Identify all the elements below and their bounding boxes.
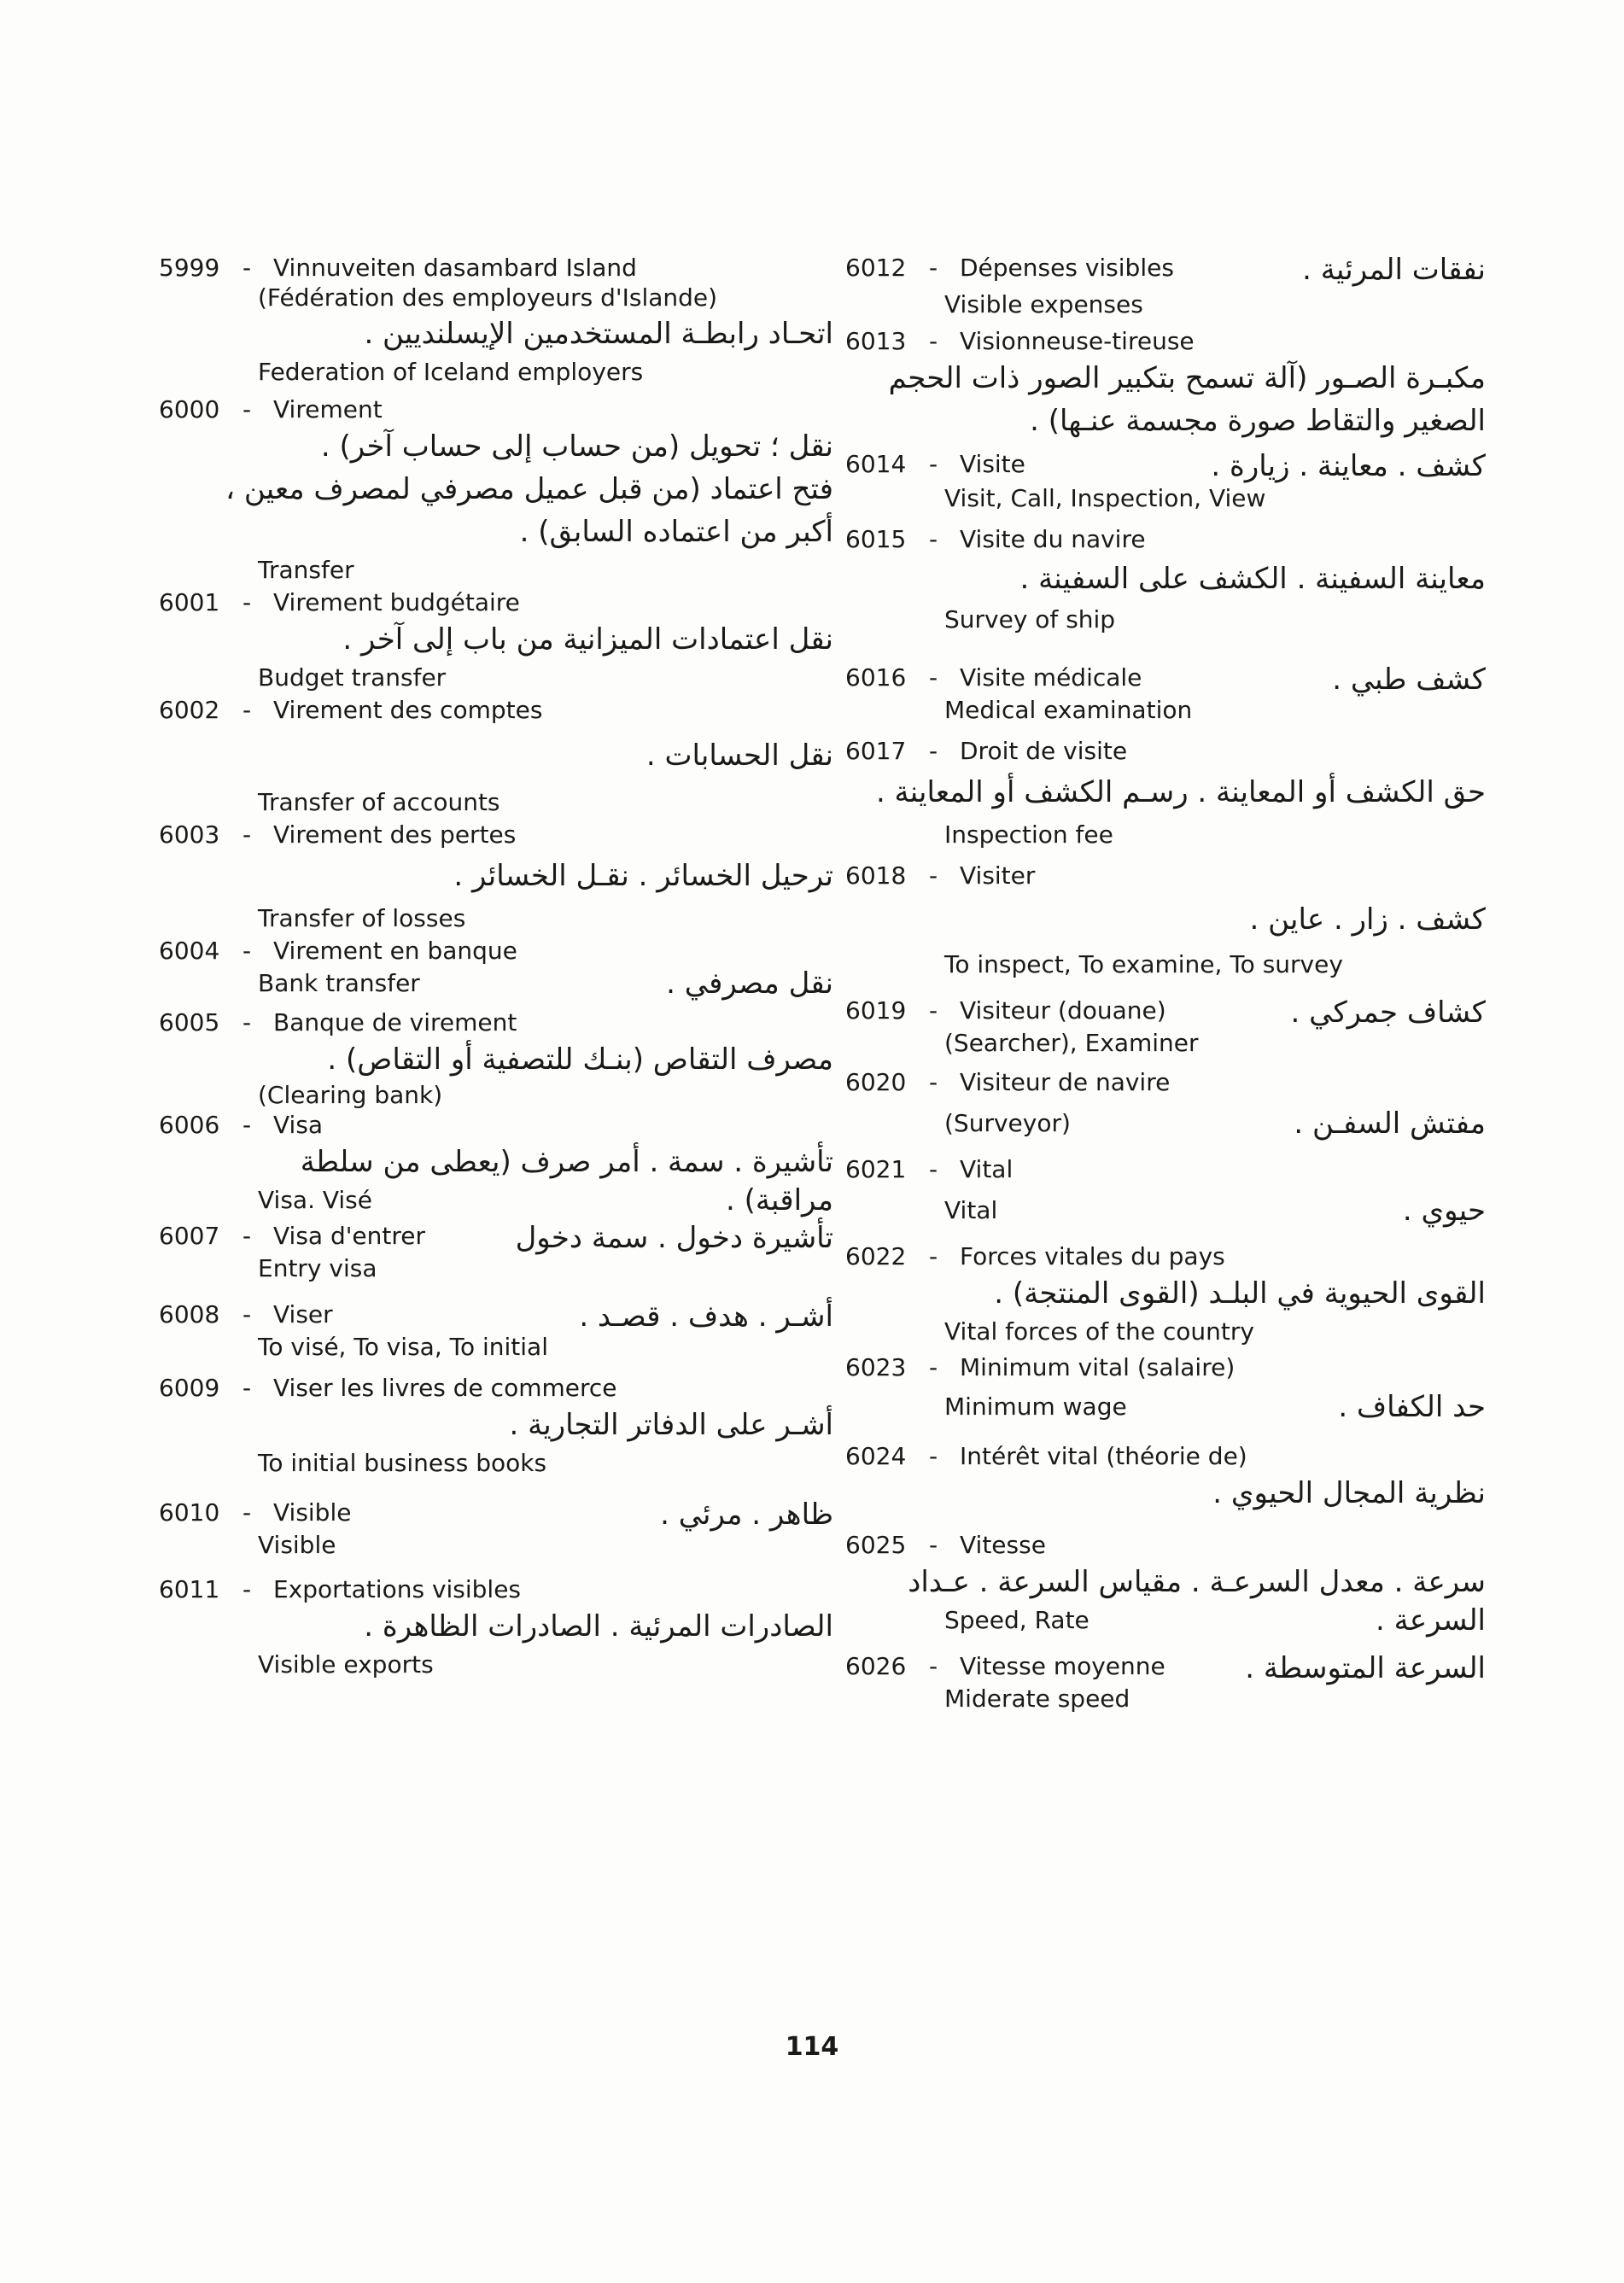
entry-term: Droit de visite [960,737,1128,765]
entry-5999: 5999 - Vinnuveiten dasambard Island (Fédération des employeurs d'Islande) اتحـاد رابطـة المستخدمين الإيسلنديين . Federation of Iceland employers [159,253,833,389]
entry-term: Vitesse moyenne [960,1652,1165,1680]
entry-term: Visite [960,450,1025,478]
entry-term: Exportations visibles [273,1575,522,1603]
entry-6013: 6013 - Visionneuse-tireuse مكبـرة الصـور (آلة تسمح بتكبير الصور ذات الحجم الصغير والتقاط صورة مجسمة عنـها) . [845,326,1486,442]
entry-term: Visiter [960,861,1036,890]
entry-term: Intérêt vital (théorie de) [960,1442,1247,1470]
entry-number: 6025 [845,1531,907,1559]
entry-number: 6019 [845,996,907,1025]
entry-number: 6021 [845,1155,907,1183]
entry-6004: 6004 - Virement en banque Bank transfer نقل مصرفي . [159,937,833,1001]
entry-number: 6018 [845,861,907,890]
entry-6009: 6009 - Viser les livres de commerce أشـر على الدفاتر التجارية . To initial business books [159,1373,833,1480]
entry-6002: 6002 - Virement des comptes نقل الحسابات . Transfer of accounts [159,695,833,820]
entry-number: 6009 [159,1374,220,1402]
entry-arabic: أشـر على الدفاتر التجارية . [509,1408,833,1442]
entry-term: Visa d'entrer [273,1222,426,1250]
entry-english: To inspect, To examine, To survey [944,950,1343,978]
entry-english: Transfer of accounts [258,788,500,816]
entry-6007: 6007 - Visa d'entrer تأشيرة دخول . سمة دخول Entry visa [159,1221,833,1286]
entry-english: To visé, To visa, To initial [258,1333,548,1361]
entry-number: 6002 [159,696,220,724]
entry-arabic: الصغير والتقاط صورة مجسمة عنـها) . [1030,404,1486,438]
entry-6020: 6020 - Visiteur de navire (Surveyor) مفتش السفـن . [845,1067,1486,1149]
entry-term: Visiteur de navire [960,1068,1171,1096]
entry-term: Visiteur (douane) [960,996,1166,1025]
entry-term: Visite du navire [960,525,1146,553]
entry-english: Budget transfer [258,663,447,692]
entry-6023: 6023 - Minimum vital (salaire) Minimum wage حد الكفاف . [845,1352,1486,1431]
entry-term: Visite médicale [960,663,1142,692]
entry-number: 6008 [159,1300,220,1328]
entry-arabic: ترحيل الخسائر . نقـل الخسائر . [453,859,833,893]
entry-term: Vital [960,1155,1014,1183]
entry-6022: 6022 - Forces vitales du pays القوى الحيوية في البلـد (القوى المنتجة) . Vital forces of the country [845,1241,1486,1349]
entry-number: 6010 [159,1498,220,1527]
entry-english: Survey of ship [944,605,1116,634]
entry-6005: 6005 - Banque de virement مصرف التقاص (بنـك للتصفية أو التقاص) . (Clearing bank) [159,1008,833,1109]
entry-term: Vinnuveiten dasambard Island [273,254,637,282]
entry-6016: 6016 - Visite médicale كشف طبي . Medical examination [845,663,1486,727]
entry-english: Transfer [258,556,354,584]
entry-term: Dépenses visibles [960,254,1174,282]
entry-6008: 6008 - Viser أشـر . هدف . قصـد . To visé, To visa, To initial [159,1299,833,1364]
entry-term: Vitesse [960,1531,1046,1559]
entry-arabic: نقل مصرفي . [666,966,833,1001]
entry-6011: 6011 - Exportations visibles الصادرات المرئية . الصادرات الظاهرة . Visible exports [159,1574,833,1682]
entry-arabic: القوى الحيوية في البلـد (القوى المنتجة) . [994,1276,1486,1311]
entry-6003: 6003 - Virement des pertes ترحيل الخسائر . نقـل الخسائر . Transfer of losses [159,820,833,936]
entry-number: 6006 [159,1111,220,1139]
entry-term: Visa [273,1111,324,1139]
entry-arabic: كشاف جمركي . [1290,996,1486,1030]
entry-arabic: حيوي . [1402,1194,1486,1228]
entry-number: 6003 [159,820,220,849]
entry-term: Virement budgétaire [273,588,520,616]
entry-english: Vital forces of the country [944,1317,1254,1346]
entry-term: Viser les livres de commerce [273,1374,617,1402]
entry-english: Inspection fee [944,820,1113,849]
entry-arabic: مكبـرة الصـور (آلة تسمح بتكبير الصور ذات الحجم [888,361,1486,395]
entry-english: Miderate speed [944,1685,1130,1713]
entry-english: Bank transfer [258,969,420,997]
entry-number: 6001 [159,588,220,616]
entry-english: To initial business books [258,1449,547,1477]
entry-arabic: أشـر . هدف . قصـد . [579,1299,833,1334]
entry-number: 6014 [845,450,907,478]
entry-number: 5999 [159,254,220,282]
entry-6015: 6015 - Visite du navire معاينة السفينة . الكشف على السفينة . Survey of ship [845,524,1486,637]
entry-english: (Clearing bank) [258,1081,443,1109]
entry-arabic: اتحـاد رابطـة المستخدمين الإيسلنديين . [364,317,833,351]
entry-number: 6011 [159,1575,220,1603]
entry-6010: 6010 - Visible ظاهر . مرئي . Visible [159,1498,833,1562]
entry-arabic: أكبر من اعتماده السابق) . [519,515,833,549]
entry-english: Speed, Rate [944,1606,1089,1634]
entry-6019: 6019 - Visiteur (douane) كشاف جمركي . (Searcher), Examiner [845,996,1486,1060]
entry-number: 6013 [845,327,907,355]
entry-english: Visible [258,1531,336,1559]
entry-number: 6005 [159,1008,220,1036]
entry-english: Vital [944,1196,998,1224]
entry-arabic: مصرف التقاص (بنـك للتصفية أو التقاص) . [327,1042,833,1077]
page-number: 114 [785,2032,839,2062]
entry-6017: 6017 - Droit de visite حق الكشف أو المعاينة . رسـم الكشف أو المعاينة . Inspection fee [845,736,1486,852]
entry-arabic: معاينة السفينة . الكشف على السفينة . [1019,562,1486,596]
entry-term: Visible [273,1498,352,1527]
entry-english: Medical examination [944,696,1193,724]
entry-arabic: فتح اعتماد (من قبل عميل مصرفي لمصرف معين ، [225,472,833,506]
entry-term: Minimum vital (salaire) [960,1353,1236,1381]
entry-english: Federation of Iceland employers [258,358,644,386]
entry-6006: 6006 - Visa تأشيرة . سمة . أمر صرف (يعطى من سلطة Visa. Visé مراقبة) . [159,1111,833,1217]
entry-subterm: (Fédération des employeurs d'Islande) [258,283,718,312]
entry-6000: 6000 - Virement نقل ؛ تحويل (من حساب إلى حساب آخر) . فتح اعتماد (من قبل عميل مصرفي لمصرف معين ، أكبر من اعتماده السابق) . Transfer [159,394,833,587]
entry-number: 6023 [845,1353,907,1381]
entry-arabic: السرعة المتوسطة . [1245,1651,1486,1685]
entry-english: Entry visa [258,1254,377,1282]
entry-6012: 6012 - Dépenses visibles نفقات المرئية . Visible expenses [845,253,1486,326]
entry-6021: 6021 - Vital Vital حيوي . [845,1154,1486,1236]
entry-6014: 6014 - Visite كشف . معاينة . زيارة . Visit, Call, Inspection, View [845,449,1486,517]
entry-arabic: تأشيرة . سمة . أمر صرف (يعطى من سلطة [300,1145,833,1179]
entry-arabic: مراقبة) . [725,1183,833,1217]
entry-number: 6017 [845,737,907,765]
entry-english: Minimum wage [944,1393,1127,1421]
entry-english: Visit, Call, Inspection, View [944,484,1266,512]
entry-term: Forces vitales du pays [960,1242,1225,1270]
entry-arabic: السرعة . [1375,1603,1486,1638]
entry-arabic: نقل ؛ تحويل (من حساب إلى حساب آخر) . [320,429,833,464]
entry-english: Visible expenses [944,290,1143,318]
entry-number: 6012 [845,254,907,282]
entry-number: 6016 [845,663,907,692]
entry-arabic: كشف . زار . عاين . [1249,902,1486,937]
entry-arabic: ظاهر . مرئي . [660,1498,833,1532]
entry-arabic: كشف طبي . [1332,663,1486,697]
entry-term: Virement en banque [273,937,517,965]
entry-arabic: نظرية المجال الحيوي . [1212,1476,1486,1510]
left-column [159,253,833,1682]
entry-arabic: نقل الحسابات . [646,739,833,773]
entry-term: Virement des pertes [273,820,517,849]
entry-term: Virement [273,395,383,423]
entry-number: 6020 [845,1068,907,1096]
entry-arabic: نفقات المرئية . [1302,253,1486,287]
entry-number: 6004 [159,937,220,965]
entry-number: 6022 [845,1242,907,1270]
right-column [845,253,1486,1716]
entry-number: 6000 [159,395,220,423]
entry-arabic: حق الكشف أو المعاينة . رسـم الكشف أو المعاينة . [875,775,1486,809]
entry-term: Virement des comptes [273,696,543,724]
entry-arabic: نقل اعتمادات الميزانية من باب إلى آخر . [342,622,833,657]
entry-term: Viser [273,1300,333,1328]
entry-number: 6026 [845,1652,907,1680]
entry-number: 6015 [845,525,907,553]
entry-6001: 6001 - Virement budgétaire نقل اعتمادات الميزانية من باب إلى آخر . Budget transfer [159,587,833,695]
entry-english: Transfer of losses [258,904,466,932]
entry-6024: 6024 - Intérêt vital (théorie de) نظرية المجال الحيوي . [845,1441,1486,1515]
entry-term: Banque de virement [273,1008,517,1036]
entry-english: (Surveyor) [944,1109,1071,1137]
entry-6018: 6018 - Visiter كشف . زار . عاين . To inspect, To examine, To survey [845,861,1486,982]
entry-arabic: سرعة . معدل السرعـة . مقياس السرعة . عـداد [908,1565,1486,1599]
entry-number: 6007 [159,1222,220,1250]
entry-term: Visionneuse-tireuse [960,327,1195,355]
entry-english: Visa. Visé [258,1186,372,1214]
entry-arabic: كشف . معاينة . زيارة . [1211,449,1486,483]
entry-6025: 6025 - Vitesse سرعة . معدل السرعـة . مقياس السرعة . عـداد Speed, Rate السرعة . [845,1531,1486,1638]
entry-6026: 6026 - Vitesse moyenne السرعة المتوسطة . Miderate speed [845,1651,1486,1716]
entry-arabic: حد الكفاف . [1338,1390,1486,1424]
entry-english: (Searcher), Examiner [944,1029,1199,1057]
entry-english: Visible exports [258,1650,434,1679]
entry-arabic: تأشيرة دخول . سمة دخول [515,1221,833,1255]
entry-arabic: مفتش السفـن . [1294,1106,1486,1141]
entry-arabic: الصادرات المرئية . الصادرات الظاهرة . [364,1609,833,1644]
entry-number: 6024 [845,1442,907,1470]
